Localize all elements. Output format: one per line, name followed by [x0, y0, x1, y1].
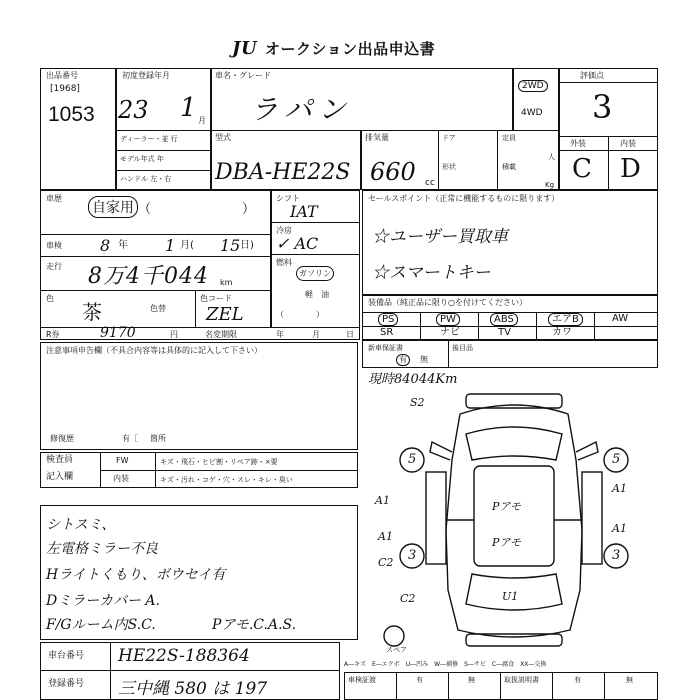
mileage-label: 走行 — [46, 262, 62, 271]
score-value: 3 — [592, 88, 613, 126]
mark-3-left: 3 — [408, 548, 417, 563]
engine-unit: cc — [425, 178, 435, 188]
notes-label: 注意事項申告欄（不具合内容等は具体的に記入して下さい） — [46, 346, 262, 355]
model-label: 型式 — [215, 133, 231, 142]
bottom-box-2: 有 — [416, 676, 423, 684]
color-code-label: 色コード — [200, 294, 232, 303]
capacity-label: 定員 — [502, 134, 516, 142]
recycle-label: R券 — [46, 330, 60, 339]
form-title-text: オークション出品申込書 — [264, 40, 436, 58]
shape-label: 形状 — [442, 163, 456, 171]
equipment-tv: TV — [498, 327, 511, 338]
fw-label: FW — [116, 456, 129, 465]
interior-items: キズ・汚れ・コゲ・穴・スレ・キレ・臭い — [160, 476, 293, 484]
mark-5-right: 5 — [612, 452, 621, 467]
model-year-label: モデル年式 年 — [120, 155, 164, 163]
handle-label: ハンドル 左・右 — [120, 175, 172, 183]
interior-inspect-label: 内装 — [113, 474, 129, 483]
model-value: DBA-HE22S — [215, 160, 351, 185]
warranty-no: 無 — [420, 355, 428, 364]
inspector-note-1: シトスミ、 — [46, 517, 116, 533]
first-reg-month: 1 — [180, 93, 197, 123]
mark-a1-left-2: A1 — [378, 530, 393, 543]
history-value: 自家用 — [88, 196, 138, 218]
mileage-unit: km — [220, 278, 233, 287]
inspector-note-2: 左電格ミラー不良 — [46, 541, 158, 557]
ac-label: 冷房 — [276, 226, 292, 235]
inspection-month-unit: 月( — [180, 240, 194, 251]
color-value: 茶 — [82, 300, 102, 324]
load-label: 積載 — [502, 163, 516, 171]
equipment-navi: ナビ — [440, 327, 460, 338]
first-reg-label: 初度登録年月 — [122, 71, 170, 80]
fuel-bracket: （ ） — [276, 310, 324, 319]
warranty-yes: 有 — [396, 354, 410, 366]
color-label: 色 — [46, 294, 54, 303]
equipment-sr: SR — [380, 327, 394, 338]
sales-point-2: ☆スマートキー — [372, 263, 491, 283]
inspection-month: 1 — [165, 236, 176, 255]
equipment-abs: ABS — [490, 313, 518, 326]
history-bracket: （ ） — [138, 202, 256, 217]
inspector-note-4: Dミラーカバー A. — [46, 593, 160, 609]
inspector-note-3: Hライトくもり、ボウセイ有 — [46, 567, 226, 583]
recycle-value: 9170 — [100, 325, 136, 341]
car-damage-diagram — [370, 390, 658, 652]
equipment-aw: AW — [612, 313, 629, 324]
transfer-label: 名変期限 — [205, 330, 237, 339]
chassis-value: HE22S-188364 — [118, 646, 250, 666]
sales-point-1: ☆ユーザー買取車 — [372, 227, 508, 247]
mark-u1: U1 — [502, 590, 519, 603]
fw-items: キズ・飛石・ヒビ割・リペア跡・×要 — [160, 458, 278, 466]
score-label: 評価点 — [580, 71, 604, 80]
repair-end: 箇所 — [150, 434, 166, 443]
bottom-box-5: 有 — [574, 676, 581, 684]
lot-sub-number: [1968] — [50, 84, 80, 94]
lot-label: 出品番号 — [46, 71, 78, 80]
sales-points-label: セールスポイント（正常に機能するものに限ります） — [368, 194, 560, 203]
mark-pamo-1: Pアモ — [492, 500, 521, 513]
inspection-day: 15 — [220, 236, 241, 255]
repair-value: 有［ — [122, 434, 138, 443]
transfer-day: 日 — [346, 330, 354, 339]
bottom-box-4: 取扱説明書 — [504, 676, 539, 684]
equipment-pw: PW — [436, 313, 460, 326]
mark-a1-right-1: A1 — [612, 482, 627, 495]
mark-5-left: 5 — [408, 452, 417, 467]
mark-c2-left: C2 — [378, 556, 394, 569]
fuel-value: ガソリン — [296, 266, 334, 281]
car-name-value: ラパン — [250, 93, 353, 126]
bottom-boxes — [344, 672, 658, 700]
mileage-note: 現時84044Km — [368, 372, 458, 387]
mark-c2-bottom: C2 — [400, 592, 416, 605]
inspection-year: 8 — [100, 236, 111, 255]
inspector-note-5b: Pアモ.C.A.S. — [212, 617, 297, 633]
recycle-unit: 円 — [170, 330, 178, 339]
interior-grade: D — [620, 154, 641, 184]
repair-label: 修復歴 — [50, 434, 74, 443]
registration-label: 登録番号 — [48, 679, 85, 689]
inspector-note-5: F/Gルーム内S.C. — [46, 617, 156, 633]
after-label: 後目品 — [452, 344, 473, 352]
registration-value: 三中縄 580 は 197 — [118, 679, 268, 699]
form-title — [232, 38, 435, 59]
transfer-month: 月 — [312, 330, 320, 339]
inspection-day-unit: 日) — [240, 240, 254, 251]
color-code-value: ZEL — [206, 304, 244, 325]
mark-s2: S2 — [410, 396, 425, 409]
mark-3-right: 3 — [612, 548, 621, 563]
equipment-label: 装備品（純正品に限り○を付けてください） — [368, 298, 527, 307]
lot-number: 1053 — [48, 103, 95, 126]
drive-4wd: 4WD — [521, 108, 543, 118]
exterior-label: 外装 — [570, 139, 586, 148]
mark-a1-right-2: A1 — [612, 522, 627, 535]
bottom-box-6: 無 — [626, 676, 633, 684]
notes-section — [40, 342, 358, 450]
color-change-label: 色替 — [150, 304, 166, 313]
inspection-label: 車検 — [46, 241, 62, 250]
equipment-ps: PS — [378, 313, 398, 326]
fuel-light-oil: 軽 油 — [305, 290, 329, 299]
bottom-box-3: 無 — [468, 676, 475, 684]
drive-2wd: 2WD — [518, 80, 548, 92]
load-unit: Kg — [545, 181, 555, 189]
history-label: 車歴 — [46, 194, 62, 203]
spare-label: スペア — [386, 646, 407, 654]
equipment-leather: カワ — [552, 327, 572, 338]
engine-label: 排気量 — [365, 133, 389, 142]
equipment-airbag: エアB — [548, 313, 583, 326]
transfer-year: 年 — [276, 330, 284, 339]
first-reg-month-unit: 月 — [198, 116, 206, 125]
first-reg-year: 23 — [118, 96, 149, 124]
door-label: ドア — [442, 134, 456, 142]
inspector-label: 検査員 — [46, 455, 74, 465]
car-name-label: 車名・グレード — [215, 71, 271, 80]
interior-label: 内装 — [620, 139, 636, 148]
inspection-year-unit: 年 — [118, 240, 128, 251]
shift-value: IAT — [290, 202, 318, 221]
fuel-label: 燃料 — [276, 258, 292, 267]
mark-pamo-2: Pアモ — [492, 536, 521, 549]
capacity-unit: 人 — [548, 153, 555, 161]
warranty-label: 新車保証書 — [368, 344, 403, 352]
record-label: 記入欄 — [46, 472, 74, 482]
exterior-grade: C — [572, 154, 592, 184]
chassis-label: 車台番号 — [48, 651, 85, 661]
dealer-label: ディーラー・並 行 — [120, 135, 178, 143]
shift-label: シフト — [276, 194, 300, 203]
engine-value: 660 — [370, 158, 416, 186]
mileage-value: 8万4千044 — [88, 264, 209, 289]
ac-value: ✓ AC — [276, 234, 319, 253]
mark-a1-left: A1 — [375, 494, 390, 507]
bottom-box-1: 車検証渡 — [348, 676, 376, 684]
damage-legend: A―キズ E―エクボ U―凹み W―補修 S―サビ C―腐食 XX―交換 — [344, 661, 547, 668]
ju-logo: JU — [232, 38, 258, 59]
